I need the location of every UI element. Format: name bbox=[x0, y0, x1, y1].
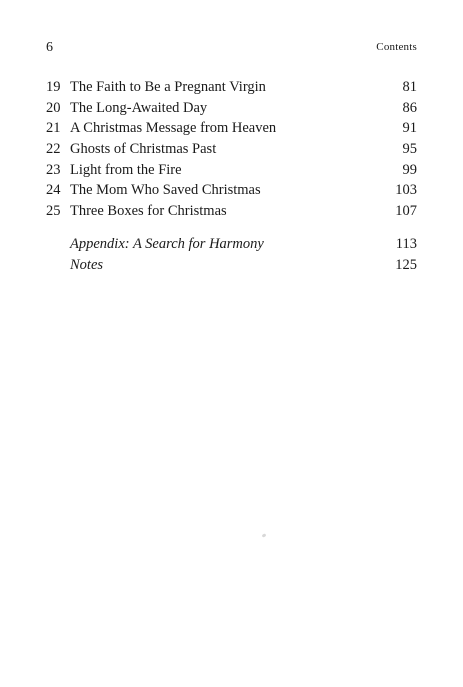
toc-entry bbox=[46, 201, 417, 222]
toc-entry bbox=[46, 180, 417, 201]
back-matter-list bbox=[46, 234, 417, 275]
toc-entry bbox=[46, 98, 417, 119]
chapter-number: 22 bbox=[46, 141, 61, 158]
chapter-title: Ghosts of Christmas Past bbox=[70, 141, 217, 158]
page-number: 6 bbox=[46, 40, 53, 55]
chapter-title: The Mom Who Saved Christmas bbox=[70, 182, 261, 199]
chapter-number: 20 bbox=[46, 99, 61, 116]
chapter-page: 91 bbox=[402, 120, 417, 137]
back-matter-page: 113 bbox=[395, 236, 417, 252]
chapter-number: 25 bbox=[46, 203, 61, 220]
chapter-number: 21 bbox=[46, 120, 61, 137]
chapter-page: 86 bbox=[402, 99, 417, 116]
chapter-page: 103 bbox=[395, 182, 417, 199]
chapter-number: 23 bbox=[46, 161, 61, 178]
chapter-title: Light from the Fire bbox=[70, 161, 182, 178]
toc-entry bbox=[46, 77, 417, 98]
back-matter-entry bbox=[46, 234, 417, 255]
toc-entry bbox=[46, 160, 417, 181]
chapter-title: The Faith to Be a Pregnant Virgin bbox=[70, 79, 266, 95]
paper-speck bbox=[262, 533, 267, 538]
chapter-title: A Christmas Message from Heaven bbox=[70, 120, 277, 137]
chapter-number: 24 bbox=[46, 182, 61, 199]
chapter-page: 107 bbox=[395, 203, 417, 220]
back-matter-page: 125 bbox=[395, 256, 417, 273]
chapter-page: 81 bbox=[402, 79, 417, 95]
running-head: Contents bbox=[376, 41, 417, 53]
table-of-contents bbox=[46, 77, 417, 222]
chapter-page: 95 bbox=[402, 141, 417, 158]
back-matter-entry bbox=[46, 255, 417, 276]
toc-entry bbox=[46, 139, 417, 160]
back-matter-title: Appendix: A Search for Harmony bbox=[70, 236, 264, 252]
chapter-title: The Long-Awaited Day bbox=[70, 99, 208, 116]
chapter-title: Three Boxes for Christmas bbox=[70, 203, 227, 220]
chapter-page: 99 bbox=[402, 161, 417, 178]
toc-entry bbox=[46, 118, 417, 139]
back-matter-title: Notes bbox=[70, 256, 104, 273]
page-header bbox=[46, 40, 417, 56]
chapter-number: 19 bbox=[46, 79, 61, 95]
